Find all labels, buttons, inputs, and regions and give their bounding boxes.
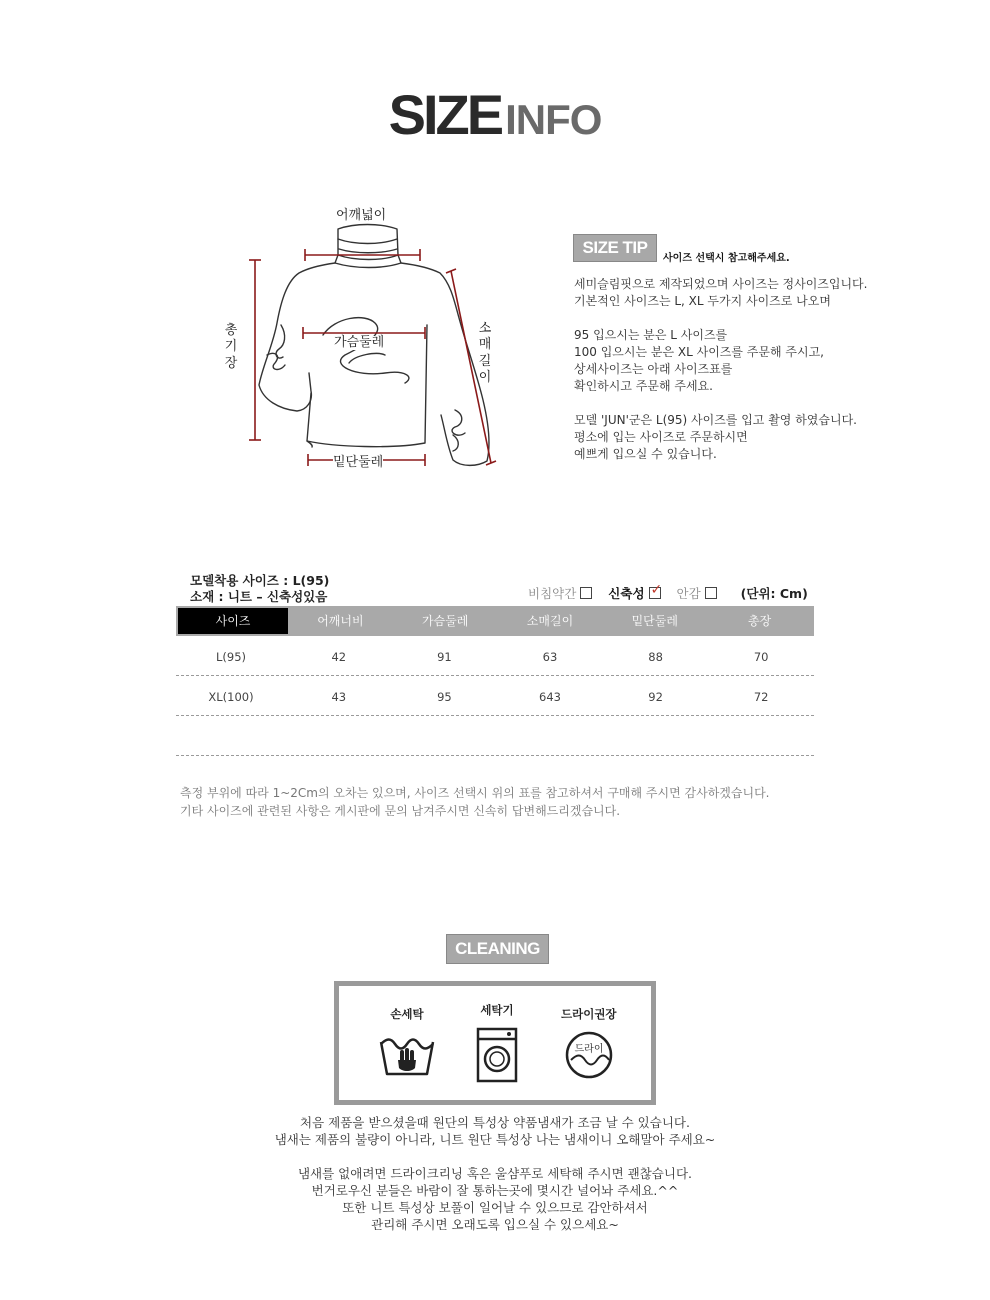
table-row xyxy=(176,636,814,676)
table-cell: 92 xyxy=(648,690,663,704)
tip-line: 평소에 입는 사이즈로 주문하시면 xyxy=(574,430,748,444)
cleaning-badge: CLEANING xyxy=(446,934,549,964)
unit-label: (단위: Cm) xyxy=(740,586,808,601)
clean-line: 관리해 주시면 오래도록 입으실 수 있으세요~ xyxy=(371,1217,619,1232)
care-icons-box xyxy=(334,981,656,1105)
table-cell: 95 xyxy=(437,690,452,704)
note-line: 기타 사이즈에 관련된 사항은 게시판에 문의 남겨주시면 신속히 답변해드리겠습니다. xyxy=(180,804,621,818)
size-note xyxy=(180,784,769,820)
header-cell: 사이즈 xyxy=(178,608,288,634)
hem-label: 밑단둘레 xyxy=(333,455,384,470)
table-cell: L(95) xyxy=(215,650,246,664)
care-machine-wash xyxy=(475,1002,519,1084)
lining-checkbox xyxy=(705,587,717,599)
tip-line: 95 입으시는 분은 L 사이즈를 xyxy=(574,328,728,342)
table-cell: 43 xyxy=(331,690,347,704)
table-cell: 72 xyxy=(753,690,769,704)
material: 소재 : 니트 – 신축성있음 xyxy=(190,589,328,604)
model-size: 모델착용 사이즈 : L(95) xyxy=(190,573,330,588)
care-label: 세탁기 xyxy=(480,1003,514,1017)
dry-text: 드라이 xyxy=(574,1044,604,1055)
care-dry-clean xyxy=(561,1006,617,1080)
care-label: 드라이권장 xyxy=(561,1007,617,1021)
chest-label: 가슴둘레 xyxy=(334,335,385,350)
tip-line: 확인하시고 주문해 주세요. xyxy=(574,379,713,393)
stretch-checkbox xyxy=(649,582,663,599)
dry-clean-icon xyxy=(563,1030,615,1080)
shoulder-label: 어깨넓이 xyxy=(336,208,387,223)
header-cell: 소매길이 xyxy=(526,614,574,628)
table-cell: 88 xyxy=(648,650,663,664)
clean-line: 또한 니트 특성상 보풀이 일어날 수 있으므로 감안하셔서 xyxy=(342,1200,648,1215)
tip-line: 기본적인 사이즈는 L, XL 두가지 사이즈로 나오며 xyxy=(574,294,831,308)
clean-line xyxy=(0,1148,990,1165)
size-tip-text xyxy=(574,276,934,463)
table-header xyxy=(176,606,814,636)
title-info: INFO xyxy=(505,96,602,143)
fabric-properties xyxy=(528,584,808,602)
sleeve-label: 소매길이 xyxy=(478,321,492,385)
header-cell: 어깨너비 xyxy=(317,614,364,628)
size-table xyxy=(176,606,814,756)
title-size: SIZE xyxy=(388,83,502,146)
tip-line xyxy=(574,310,934,327)
table-cell: 63 xyxy=(542,650,558,664)
note-line: 측정 부위에 따라 1~2Cm의 오차는 있으며, 사이즈 선택시 위의 표를 참고하셔서 구매해 주시면 감사하겠습니다. xyxy=(180,786,770,800)
hand-wash-icon xyxy=(377,1030,437,1080)
size-tip-caption: 사이즈 선택시 참고해주세요. xyxy=(663,253,790,264)
cleaning-text xyxy=(0,1114,990,1233)
page-title xyxy=(0,82,990,147)
care-label: 손세탁 xyxy=(390,1007,424,1021)
check-icon: ✓ xyxy=(650,582,663,598)
table-row-empty xyxy=(176,716,814,756)
clean-line: 처음 제품을 받으셨을때 원단의 특성상 약품냄새가 조금 날 수 있습니다. xyxy=(300,1115,690,1130)
header-cell: 가슴둘레 xyxy=(422,614,469,628)
header-cell: 밑단둘레 xyxy=(631,614,678,628)
table-cell: XL(100) xyxy=(208,690,254,704)
property-sheer: 비침약간 xyxy=(528,584,592,602)
sheer-checkbox xyxy=(580,587,592,599)
model-info xyxy=(190,573,329,605)
table-cell: 643 xyxy=(539,690,561,704)
sweater-diagram xyxy=(215,205,515,480)
table-row xyxy=(176,676,814,716)
care-hand-wash xyxy=(377,1006,437,1080)
tip-line: 상세사이즈는 아래 사이즈표를 xyxy=(574,362,733,376)
clean-line: 번거로우신 분들은 바람이 잘 통하는곳에 몇시간 널어놔 주세요.^^ xyxy=(311,1183,679,1198)
table-cell: 42 xyxy=(331,650,347,664)
property-lining: 안감 xyxy=(677,584,717,602)
washing-machine-icon xyxy=(475,1026,519,1084)
table-cell: 70 xyxy=(753,650,769,664)
clean-line: 냄새를 없애려면 드라이크리닝 혹은 울샴푸로 세탁해 주시면 괜찮습니다. xyxy=(297,1166,693,1181)
header-cell: 총장 xyxy=(747,614,772,628)
tip-line: 예쁘게 입으실 수 있습니다. xyxy=(574,447,717,461)
tip-line: 모델 'JUN'군은 L(95) 사이즈를 입고 촬영 하였습니다. xyxy=(574,413,857,427)
clean-line: 냄새는 제품의 불량이 아니라, 니트 원단 특성상 나는 냄새이니 오해말아 주세요~ xyxy=(274,1132,716,1147)
table-cell: 91 xyxy=(437,650,452,664)
tip-line: 세미슬림핏으로 제작되었으며 사이즈는 정사이즈입니다. xyxy=(574,277,868,291)
length-label: 총기장 xyxy=(224,323,238,371)
size-tip-badge: SIZE TIP xyxy=(573,234,657,262)
tip-line: 100 입으시는 분은 XL 사이즈를 주문해 주시고, xyxy=(574,345,824,359)
tip-line xyxy=(574,395,934,412)
property-stretch: 신축성 ✓ xyxy=(608,582,663,601)
